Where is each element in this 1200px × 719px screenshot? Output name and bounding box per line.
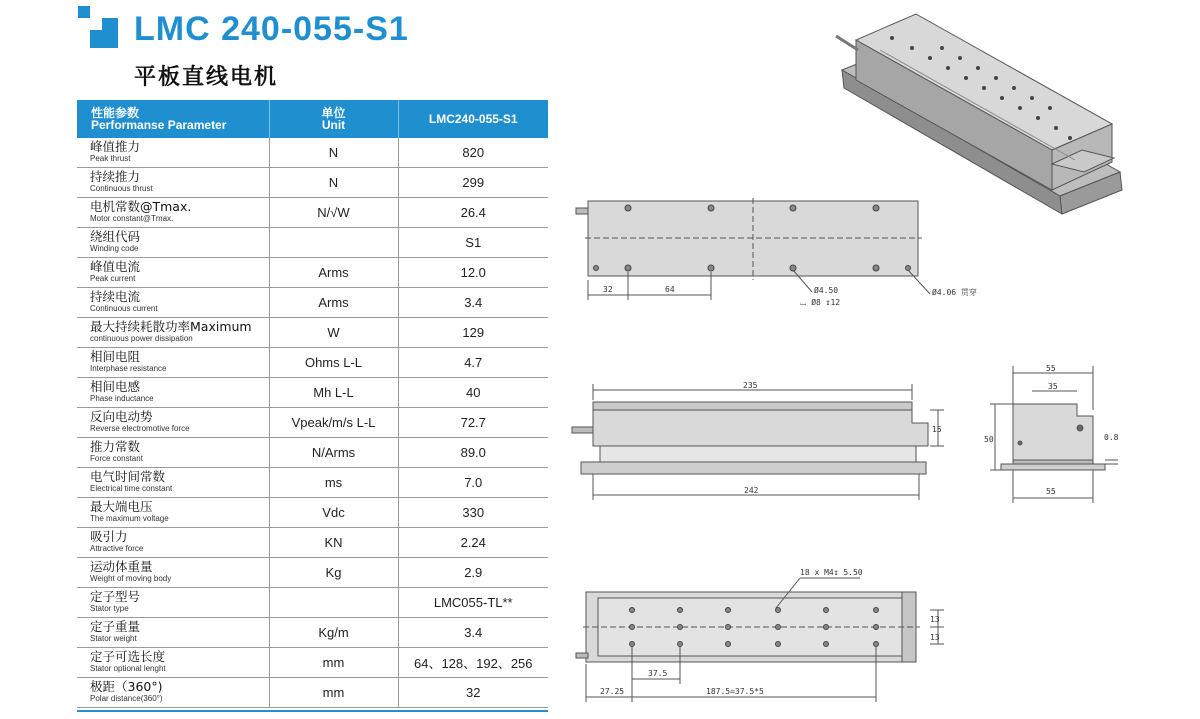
unit-cell: Vpeak/m/s L-L xyxy=(269,408,398,438)
unit-cell: Kg xyxy=(269,558,398,588)
spec-table-body xyxy=(77,138,548,708)
value-cell: 2.9 xyxy=(398,558,548,588)
param-name-zh: 推力常数 xyxy=(90,439,141,454)
param-cell xyxy=(77,528,269,558)
value-cell: LMC055-TL** xyxy=(398,588,548,618)
dim-hole-4-06: Ø4.06 贯穿 xyxy=(932,288,977,297)
value-cell: 299 xyxy=(398,168,548,198)
table-row xyxy=(77,348,548,378)
dim-64: 64 xyxy=(665,285,675,294)
dim-235: 235 xyxy=(743,381,758,390)
table-row xyxy=(77,168,548,198)
unit-cell: mm xyxy=(269,678,398,708)
header-unit-en: Unit xyxy=(321,118,346,132)
header-param-en: Performanse Parameter xyxy=(91,118,227,132)
value-cell: 4.7 xyxy=(398,348,548,378)
dim-50: 50 xyxy=(984,435,994,444)
value-cell: 64、128、192、256 xyxy=(398,648,548,678)
unit-cell: mm xyxy=(269,648,398,678)
param-name-en: Interphase resistance xyxy=(90,364,167,373)
param-name-zh: 反向电动势 xyxy=(90,409,153,424)
dim-55-bottom: 55 xyxy=(1046,487,1056,496)
dim-15: 15 xyxy=(932,425,942,434)
param-name-zh: 相间电阻 xyxy=(90,349,141,364)
spec-table xyxy=(77,100,548,708)
value-cell: S1 xyxy=(398,228,548,258)
param-name-en: Winding code xyxy=(90,244,139,253)
table-row xyxy=(77,618,548,648)
param-name-en: Reverse electromotive force xyxy=(90,424,190,433)
end-view xyxy=(990,366,1118,503)
table-row xyxy=(77,408,548,438)
dim-counterbore: ⌴ Ø8 ↧12 xyxy=(800,298,841,307)
unit-cell: Mh L-L xyxy=(269,378,398,408)
value-cell: 26.4 xyxy=(398,198,548,228)
param-name-zh: 持续电流 xyxy=(90,289,141,304)
unit-cell: Arms xyxy=(269,288,398,318)
table-row xyxy=(77,288,548,318)
unit-cell xyxy=(269,228,398,258)
param-name-en: Attractive force xyxy=(90,544,144,553)
value-cell: 3.4 xyxy=(398,288,548,318)
dim-hole-4-50: Ø4.50 xyxy=(814,286,839,295)
unit-cell: ms xyxy=(269,468,398,498)
dim-187-5: 187.5=37.5*5 xyxy=(706,687,764,696)
param-cell xyxy=(77,258,269,288)
param-cell xyxy=(77,408,269,438)
table-row xyxy=(77,228,548,258)
unit-cell: N xyxy=(269,168,398,198)
param-name-zh: 最大端电压 xyxy=(90,499,153,514)
dim-32: 32 xyxy=(603,285,613,294)
param-cell xyxy=(77,348,269,378)
top-view xyxy=(576,198,930,300)
header-model: LMC240-055-S1 xyxy=(398,100,548,138)
param-name-en: Peak thrust xyxy=(90,154,131,163)
param-cell xyxy=(77,618,269,648)
table-row xyxy=(77,258,548,288)
header-param xyxy=(77,100,269,138)
param-name-en: Force constant xyxy=(90,454,143,463)
value-cell: 7.0 xyxy=(398,468,548,498)
value-cell: 40 xyxy=(398,378,548,408)
header-unit-zh: 单位 xyxy=(321,106,346,120)
header-unit xyxy=(269,100,398,138)
table-row xyxy=(77,468,548,498)
dim-242: 242 xyxy=(744,486,759,495)
table-row xyxy=(77,528,548,558)
unit-cell xyxy=(269,588,398,618)
param-name-zh: 运动体重量 xyxy=(90,559,153,574)
param-name-en: Stator weight xyxy=(90,634,137,643)
param-name-en: Polar distance(360°) xyxy=(90,694,163,703)
dim-37-5: 37.5 xyxy=(648,669,668,678)
unit-cell: W xyxy=(269,318,398,348)
value-cell: 2.24 xyxy=(398,528,548,558)
param-cell xyxy=(77,588,269,618)
param-name-en: Continuous current xyxy=(90,304,158,313)
dim-13-a: 13 xyxy=(930,615,940,624)
param-cell xyxy=(77,438,269,468)
param-cell xyxy=(77,678,269,708)
brand-logo-mark xyxy=(78,6,122,48)
param-name-en: Weight of moving body xyxy=(90,574,172,583)
param-cell xyxy=(77,468,269,498)
param-name-zh: 定子重量 xyxy=(90,619,141,634)
param-cell xyxy=(77,318,269,348)
param-name-en: Peak current xyxy=(90,274,136,283)
param-cell xyxy=(77,198,269,228)
header-param-zh: 性能参数 xyxy=(91,106,140,120)
param-name-zh: 最大持续耗散功率Maximum xyxy=(90,319,252,334)
table-row xyxy=(77,678,548,708)
param-name-zh: 定子型号 xyxy=(90,589,141,604)
value-cell: 32 xyxy=(398,678,548,708)
product-subtitle: 平板直线电机 xyxy=(134,65,279,90)
table-row xyxy=(77,558,548,588)
unit-cell: N xyxy=(269,138,398,168)
unit-cell: Kg/m xyxy=(269,618,398,648)
param-name-zh: 持续推力 xyxy=(90,169,141,184)
dim-27-25: 27.25 xyxy=(600,687,625,696)
isometric-view xyxy=(836,14,1122,214)
dim-threads: 18 x M4↧ 5.50 xyxy=(800,568,863,577)
param-name-en: Motor constant@Tmax. xyxy=(90,214,174,223)
param-cell xyxy=(77,288,269,318)
table-row xyxy=(77,378,548,408)
param-cell xyxy=(77,228,269,258)
table-bottom-rule xyxy=(77,710,548,712)
table-row xyxy=(77,438,548,468)
param-name-en: Stator type xyxy=(90,604,129,613)
param-name-zh: 定子可选长度 xyxy=(90,649,166,664)
dim-55-top: 55 xyxy=(1046,364,1056,373)
unit-cell: Ohms L-L xyxy=(269,348,398,378)
dim-35: 35 xyxy=(1048,382,1058,391)
param-cell xyxy=(77,138,269,168)
param-name-en: The maximum voltage xyxy=(90,514,169,523)
unit-cell: N/√W xyxy=(269,198,398,228)
table-row xyxy=(77,138,548,168)
value-cell: 820 xyxy=(398,138,548,168)
param-name-en: Phase inductance xyxy=(90,394,154,403)
param-name-zh: 吸引力 xyxy=(90,529,128,544)
model-title: LMC 240-055-S1 xyxy=(134,10,409,48)
table-header-row xyxy=(77,100,548,138)
value-cell: 72.7 xyxy=(398,408,548,438)
unit-cell: Arms xyxy=(269,258,398,288)
param-cell xyxy=(77,648,269,678)
table-row xyxy=(77,648,548,678)
table-row xyxy=(77,498,548,528)
param-name-zh: 电机常数@Tmax. xyxy=(90,199,192,214)
param-name-zh: 峰值推力 xyxy=(90,139,141,154)
value-cell: 129 xyxy=(398,318,548,348)
value-cell: 330 xyxy=(398,498,548,528)
unit-cell: N/Arms xyxy=(269,438,398,468)
param-name-en: continuous power dissipation xyxy=(90,334,193,343)
bottom-view xyxy=(576,578,944,702)
side-view xyxy=(572,384,944,500)
value-cell: 12.0 xyxy=(398,258,548,288)
param-cell xyxy=(77,168,269,198)
unit-cell: KN xyxy=(269,528,398,558)
unit-cell: Vdc xyxy=(269,498,398,528)
param-name-zh: 极距（360°) xyxy=(90,679,163,694)
param-cell xyxy=(77,498,269,528)
table-row xyxy=(77,588,548,618)
table-row xyxy=(77,198,548,228)
param-name-en: Stator optional lenght xyxy=(90,664,166,673)
dim-13-b: 13 xyxy=(930,633,940,642)
table-row xyxy=(77,318,548,348)
param-name-zh: 相间电感 xyxy=(90,379,141,394)
value-cell: 3.4 xyxy=(398,618,548,648)
param-name-en: Electrical time constant xyxy=(90,484,173,493)
param-name-zh: 电气时间常数 xyxy=(90,469,166,484)
dim-0-8: 0.8 xyxy=(1104,433,1119,442)
param-cell xyxy=(77,378,269,408)
param-name-en: Continuous thrust xyxy=(90,184,153,193)
param-cell xyxy=(77,558,269,588)
param-name-zh: 绕组代码 xyxy=(90,229,141,244)
value-cell: 89.0 xyxy=(398,438,548,468)
param-name-zh: 峰值电流 xyxy=(90,259,141,274)
